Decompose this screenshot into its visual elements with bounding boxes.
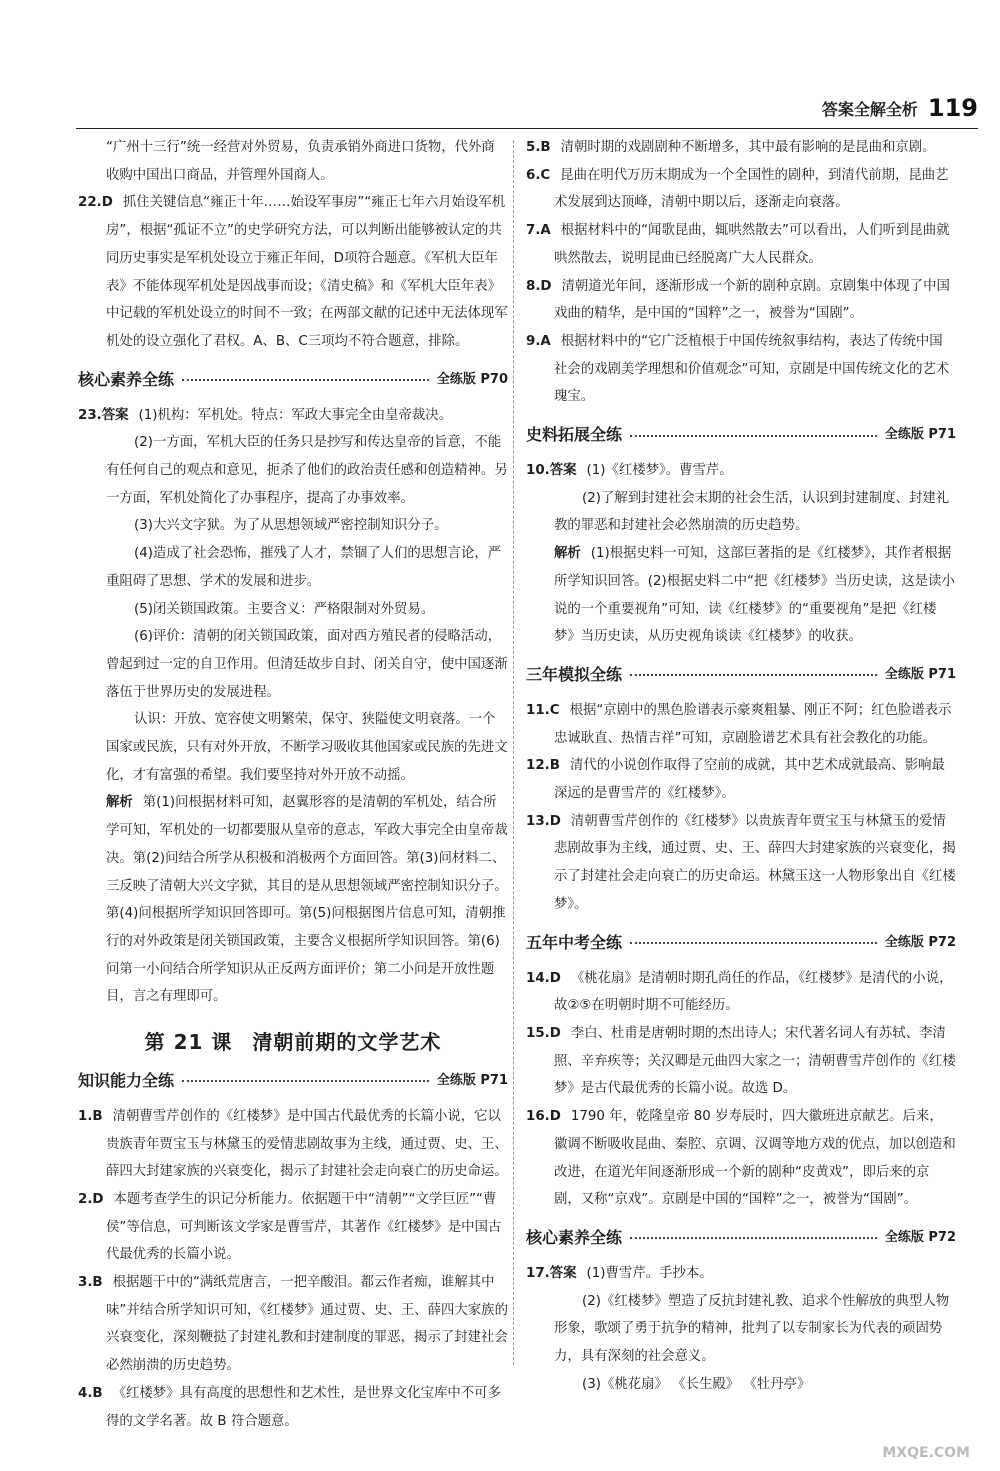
answer-text: 根据题干中的“满纸荒唐言，一把辛酸泪。都云作者痴，谁解其中味”并结合所学知识可知，《红楼梦》通过贾、史、王、薛四大家族的兴衰变化，深刻鞭挞了封建礼教和封建制度的罪恶，揭示了封建社会必然崩溃的历史趋势。 bbox=[106, 1275, 508, 1374]
answer-number: 14.D bbox=[526, 970, 561, 986]
answer-number: 16.D bbox=[526, 1109, 561, 1125]
header-rule bbox=[76, 128, 978, 129]
answer-part: (3)大兴文字狱。为了从思想领域严密控制知识分子。 bbox=[134, 518, 448, 534]
dotted-leader bbox=[630, 1236, 877, 1239]
answer-number: 10.答案 bbox=[526, 463, 577, 479]
answer-part: 认识：开放、宽容使文明繁荣，保守、狭隘使文明衰落。一个国家或民族，只有对外开放，不断学习吸收其他国家或民族的先进文化，才有富强的希望。我们要坚持对外开放不动摇。 bbox=[106, 712, 508, 783]
answer-number: 9.A bbox=[526, 333, 551, 349]
answer-text: (1)曹雪芹。手抄本。 bbox=[586, 1265, 713, 1281]
answer-text: 昆曲在明代万历末期成为一个全国性的剧种，到清代前期，昆曲艺术发展到达顶峰，清朝中期以后，逐渐走向衰落。 bbox=[554, 167, 949, 211]
lesson-title bbox=[78, 1029, 508, 1057]
dotted-leader bbox=[182, 378, 429, 381]
answer-text: 根据材料中的“它广泛植根于中国传统叙事结构，表达了传统中国社会的戏剧美学理想和价值观念”可知，京剧是中国传统文化的艺术瑰宝。 bbox=[554, 333, 950, 405]
section-header-mock bbox=[526, 661, 956, 689]
answer-text: (1)机构：军机处。特点：军政大事完全由皇帝裁决。 bbox=[138, 407, 453, 423]
answer-number: 6.C bbox=[526, 167, 551, 183]
answer-part: (2)《红楼梦》塑造了反抗封建礼教、追求个性解放的典型人物形象，歌颂了勇于抗争的精神，批判了以专制家长为代表的顽固势力，具有深刻的社会意义。 bbox=[554, 1293, 950, 1365]
answer-number: 11.C bbox=[526, 702, 560, 718]
answer-text: 根据“京剧中的黑色脸谱表示豪爽粗暴、刚正不阿；红色脸谱表示忠诚耿直、热情吉祥”可知，京剧脸谱艺术具有社会教化的功能。 bbox=[554, 702, 952, 746]
answer-part: (3)《桃花扇》 《长生殿》 《牡丹亭》 bbox=[582, 1376, 811, 1392]
header-title: 答案全解全析 bbox=[821, 99, 918, 119]
answer-text: 抓住关键信息“雍正十年……始设军事房”“雍正七年六月始设军机房”，根据“孤证不立”的史学研究方法，可以判断出能够被认定的共同历史事实是军机处设立于雍正年间，D项符合题意。《军机大臣年表》不能体现军机处是因战事而设；《清史稿》和《军机大臣年表》中记载的军机处设立的时间不一致；在两部文献的记述中无法体现军机处的设立强化了君权。A、B、C三项均不符合题意，排除。 bbox=[106, 195, 508, 349]
section-label: 核心素养全练 bbox=[526, 1228, 623, 1248]
page-number: 119 bbox=[927, 94, 978, 122]
answer-text: 本题考查学生的识记分析能力。依据题干中“清朝”“文学巨匠”“曹侯”等信息，可判断该文学家是曹雪芹，其著作《红楼梦》是中国古代最优秀的长篇小说。 bbox=[106, 1191, 502, 1263]
section-label: 知识能力全练 bbox=[78, 1070, 175, 1090]
answer-item-11 bbox=[526, 697, 956, 752]
section-label: 五年中考全练 bbox=[526, 932, 623, 952]
section-ref: 全练版 P71 bbox=[884, 427, 956, 443]
answer-number: 1.B bbox=[78, 1108, 103, 1124]
answer-item-3 bbox=[78, 1269, 508, 1380]
analysis-label: 解析 bbox=[554, 546, 581, 562]
answer-item-9 bbox=[526, 328, 956, 411]
answer-number: 2.D bbox=[78, 1191, 104, 1207]
dotted-leader bbox=[630, 941, 877, 944]
answer-item-5 bbox=[526, 134, 956, 162]
right-column bbox=[526, 134, 956, 1398]
section-ref: 全练版 P71 bbox=[884, 667, 956, 683]
answer-text: 1790 年，乾隆皇帝 80 岁寿辰时，四大徽班进京献艺。后来，徽调不断吸收昆曲、秦腔、京调、汉调等地方戏的优点，加以创造和改进，在道光年间逐渐形成一个新的剧种“皮黄戏”，即后来的京剧，又称“京戏”。京剧是中国的“国粹”之一，被誉为“国剧”。 bbox=[554, 1109, 956, 1208]
answer-text: 《桃花扇》是清朝时期孔尚任的作品，《红楼梦》是清代的小说，故②⑤在明朝时期不可能经历。 bbox=[554, 970, 953, 1014]
section-ref: 全练版 P72 bbox=[884, 1230, 956, 1246]
answer-part: (6)评价：清朝的闭关锁国政策，面对西方殖民者的侵略活动，曾起到过一定的自卫作用。但清廷故步自封、闭关自守，使中国逐渐落伍于世界历史的发展进程。 bbox=[106, 629, 508, 700]
answer-item-17 bbox=[526, 1260, 956, 1288]
answer-item-2 bbox=[78, 1186, 508, 1269]
answer-item-22 bbox=[78, 189, 508, 355]
answer-item-4 bbox=[78, 1380, 508, 1435]
answer-number: 13.D bbox=[526, 813, 561, 829]
lesson-name: 清朝前期的文学艺术 bbox=[252, 1030, 442, 1055]
answer-item-16 bbox=[526, 1103, 956, 1214]
answer-item-6 bbox=[526, 162, 956, 217]
answer-text: 清朝曹雪芹创作的《红楼梦》是中国古代最优秀的长篇小说，它以贵族青年贾宝玉与林黛玉的爱情悲剧故事为主线，通过贾、史、王、薛四大封建家族的兴衰变化，揭示了封建社会走向衰亡的历史命运。 bbox=[106, 1108, 508, 1180]
section-header-sources bbox=[526, 421, 956, 449]
watermark: MXQE.COM bbox=[882, 1445, 970, 1461]
answer-number: 17.答案 bbox=[526, 1265, 577, 1281]
left-column bbox=[78, 134, 508, 1435]
section-ref: 全练版 P72 bbox=[884, 934, 956, 950]
answer-item-13 bbox=[526, 808, 956, 919]
answer-text: 清代的小说创作取得了空前的成就，其中艺术成就最高、影响最深远的是曹雪芹的《红楼梦》。 bbox=[554, 758, 945, 802]
section-header-exam bbox=[526, 929, 956, 957]
section-label: 史料拓展全练 bbox=[526, 425, 623, 445]
answer-text: (1)《红楼梦》。曹雪芹。 bbox=[586, 463, 733, 479]
answer-part: (5)闭关锁国政策。主要含义：严格限制对外贸易。 bbox=[134, 601, 435, 617]
section-ref: 全练版 P70 bbox=[436, 371, 508, 387]
answer-item-8 bbox=[526, 273, 956, 328]
dotted-leader bbox=[182, 1079, 429, 1082]
lesson-number: 第 21 课 bbox=[144, 1030, 233, 1055]
answer-number: 12.B bbox=[526, 758, 560, 774]
dotted-leader bbox=[630, 673, 877, 676]
column-divider bbox=[513, 140, 514, 1365]
answer-item-10 bbox=[526, 457, 956, 485]
section-label: 三年模拟全练 bbox=[526, 665, 623, 685]
answer-number: 23.答案 bbox=[78, 407, 129, 423]
page-header bbox=[822, 86, 978, 130]
answer-number: 7.A bbox=[526, 223, 551, 239]
answer-item-12 bbox=[526, 752, 956, 807]
answer-item-1 bbox=[78, 1103, 508, 1186]
answer-number: 15.D bbox=[526, 1025, 561, 1041]
answer-text: 李白、杜甫是唐朝时期的杰出诗人；宋代著名词人有苏轼、李清照、辛弃疾等；关汉卿是元曲四大家之一；清朝曹雪芹创作的《红楼梦》是古代最优秀的长篇小说。故选 D。 bbox=[554, 1025, 956, 1097]
answer-item-23 bbox=[78, 402, 508, 430]
answer-text: 清朝曹雪芹创作的《红楼梦》以贵族青年贾宝玉与林黛玉的爱情悲剧故事为主线，通过贾、史、王、薛四大封建家族的兴衰变化，揭示了封建社会走向衰亡的历史命运。林黛玉这一人物形象出自《红楼梦》。 bbox=[554, 813, 956, 912]
answer-part: (4)造成了社会恐怖，摧残了人才，禁锢了人们的思想言论，严重阻碍了思想、学术的发展和进步。 bbox=[106, 546, 502, 589]
analysis-text: 第(1)问根据材料可知，赵翼形容的是清朝的军机处，结合所学可知，军机处的一切都要服从皇帝的意志，军政大事完全由皇帝裁决。第(2)问结合所学从积极和消极两个方面回答。第(3)问材料二、三反映了清朝大兴文字狱，其目的是从思想领域严密控制知识分子。第(4)问根据所学知识回答即可。第(5)问根据图片信息可知，清朝推行的对外政策是闭关锁国政策，主要含义根据所学知识回答。第(6)问第一小问结合所学知识从正反两方面评价；第二小问是开放性题目，言之有理即可。 bbox=[106, 795, 508, 1005]
answer-number: 8.D bbox=[526, 278, 552, 294]
section-header-core-1 bbox=[78, 366, 508, 394]
answer-number: 22.D bbox=[78, 195, 113, 211]
answer-part: (2)一方面，军机大臣的任务只是抄写和传达皇帝的旨意，不能有任何自己的观点和意见，扼杀了他们的政治责任感和创造精神。另一方面，军机处简化了办事程序，提高了办事效率。 bbox=[106, 435, 508, 506]
analysis-paragraph bbox=[78, 789, 508, 1011]
intro-paragraph: “广州十三行”统一经营对外贸易，负责承销外商进口货物，代外商收购中国出口商品，并管理外国商人。 bbox=[106, 140, 495, 183]
section-label: 核心素养全练 bbox=[78, 369, 175, 389]
answer-number: 5.B bbox=[526, 140, 551, 155]
analysis-label: 解析 bbox=[106, 795, 133, 811]
dotted-leader bbox=[630, 434, 877, 437]
section-header-core-2 bbox=[526, 1224, 956, 1252]
analysis-text: (1)根据史料一可知，这部巨著指的是《红楼梦》，其作者根据所学知识回答。(2)根据史料二中“把《红楼梦》当历史读，这是读小说的一个重要视角”可知，读《红楼梦》的“重要视角”是把《红楼梦》当历史读，从历史视角谈读《红楼梦》的收获。 bbox=[554, 546, 955, 645]
answer-part: (2)了解到封建社会末期的社会生活，认识到封建制度、封建礼教的罪恶和封建社会必然崩溃的历史趋势。 bbox=[554, 490, 950, 534]
answer-text: 清朝时期的戏剧剧种不断增多，其中最有影响的是昆曲和京剧。 bbox=[560, 140, 936, 155]
analysis-paragraph bbox=[526, 540, 956, 651]
answer-number: 4.B bbox=[78, 1385, 103, 1401]
answer-item-14 bbox=[526, 965, 956, 1020]
answer-text: 根据材料中的“闻歌昆曲，辄哄然散去”可以看出，人们听到昆曲就哄然散去，说明昆曲已经脱离广大人民群众。 bbox=[554, 223, 950, 266]
answer-text: 《红楼梦》具有高度的思想性和艺术性，是世界文化宝库中不可多得的文学名著。故 B 符合题意。 bbox=[106, 1385, 501, 1429]
section-header-knowledge bbox=[78, 1067, 508, 1095]
section-ref: 全练版 P71 bbox=[436, 1072, 508, 1088]
answer-text: 清朝道光年间，逐渐形成一个新的剧种京剧。京剧集中体现了中国戏曲的精华，是中国的“国粹”之一，被誉为“国剧”。 bbox=[554, 278, 950, 322]
answer-item-15 bbox=[526, 1020, 956, 1103]
answer-number: 3.B bbox=[78, 1275, 103, 1291]
answer-item-7 bbox=[526, 217, 956, 272]
